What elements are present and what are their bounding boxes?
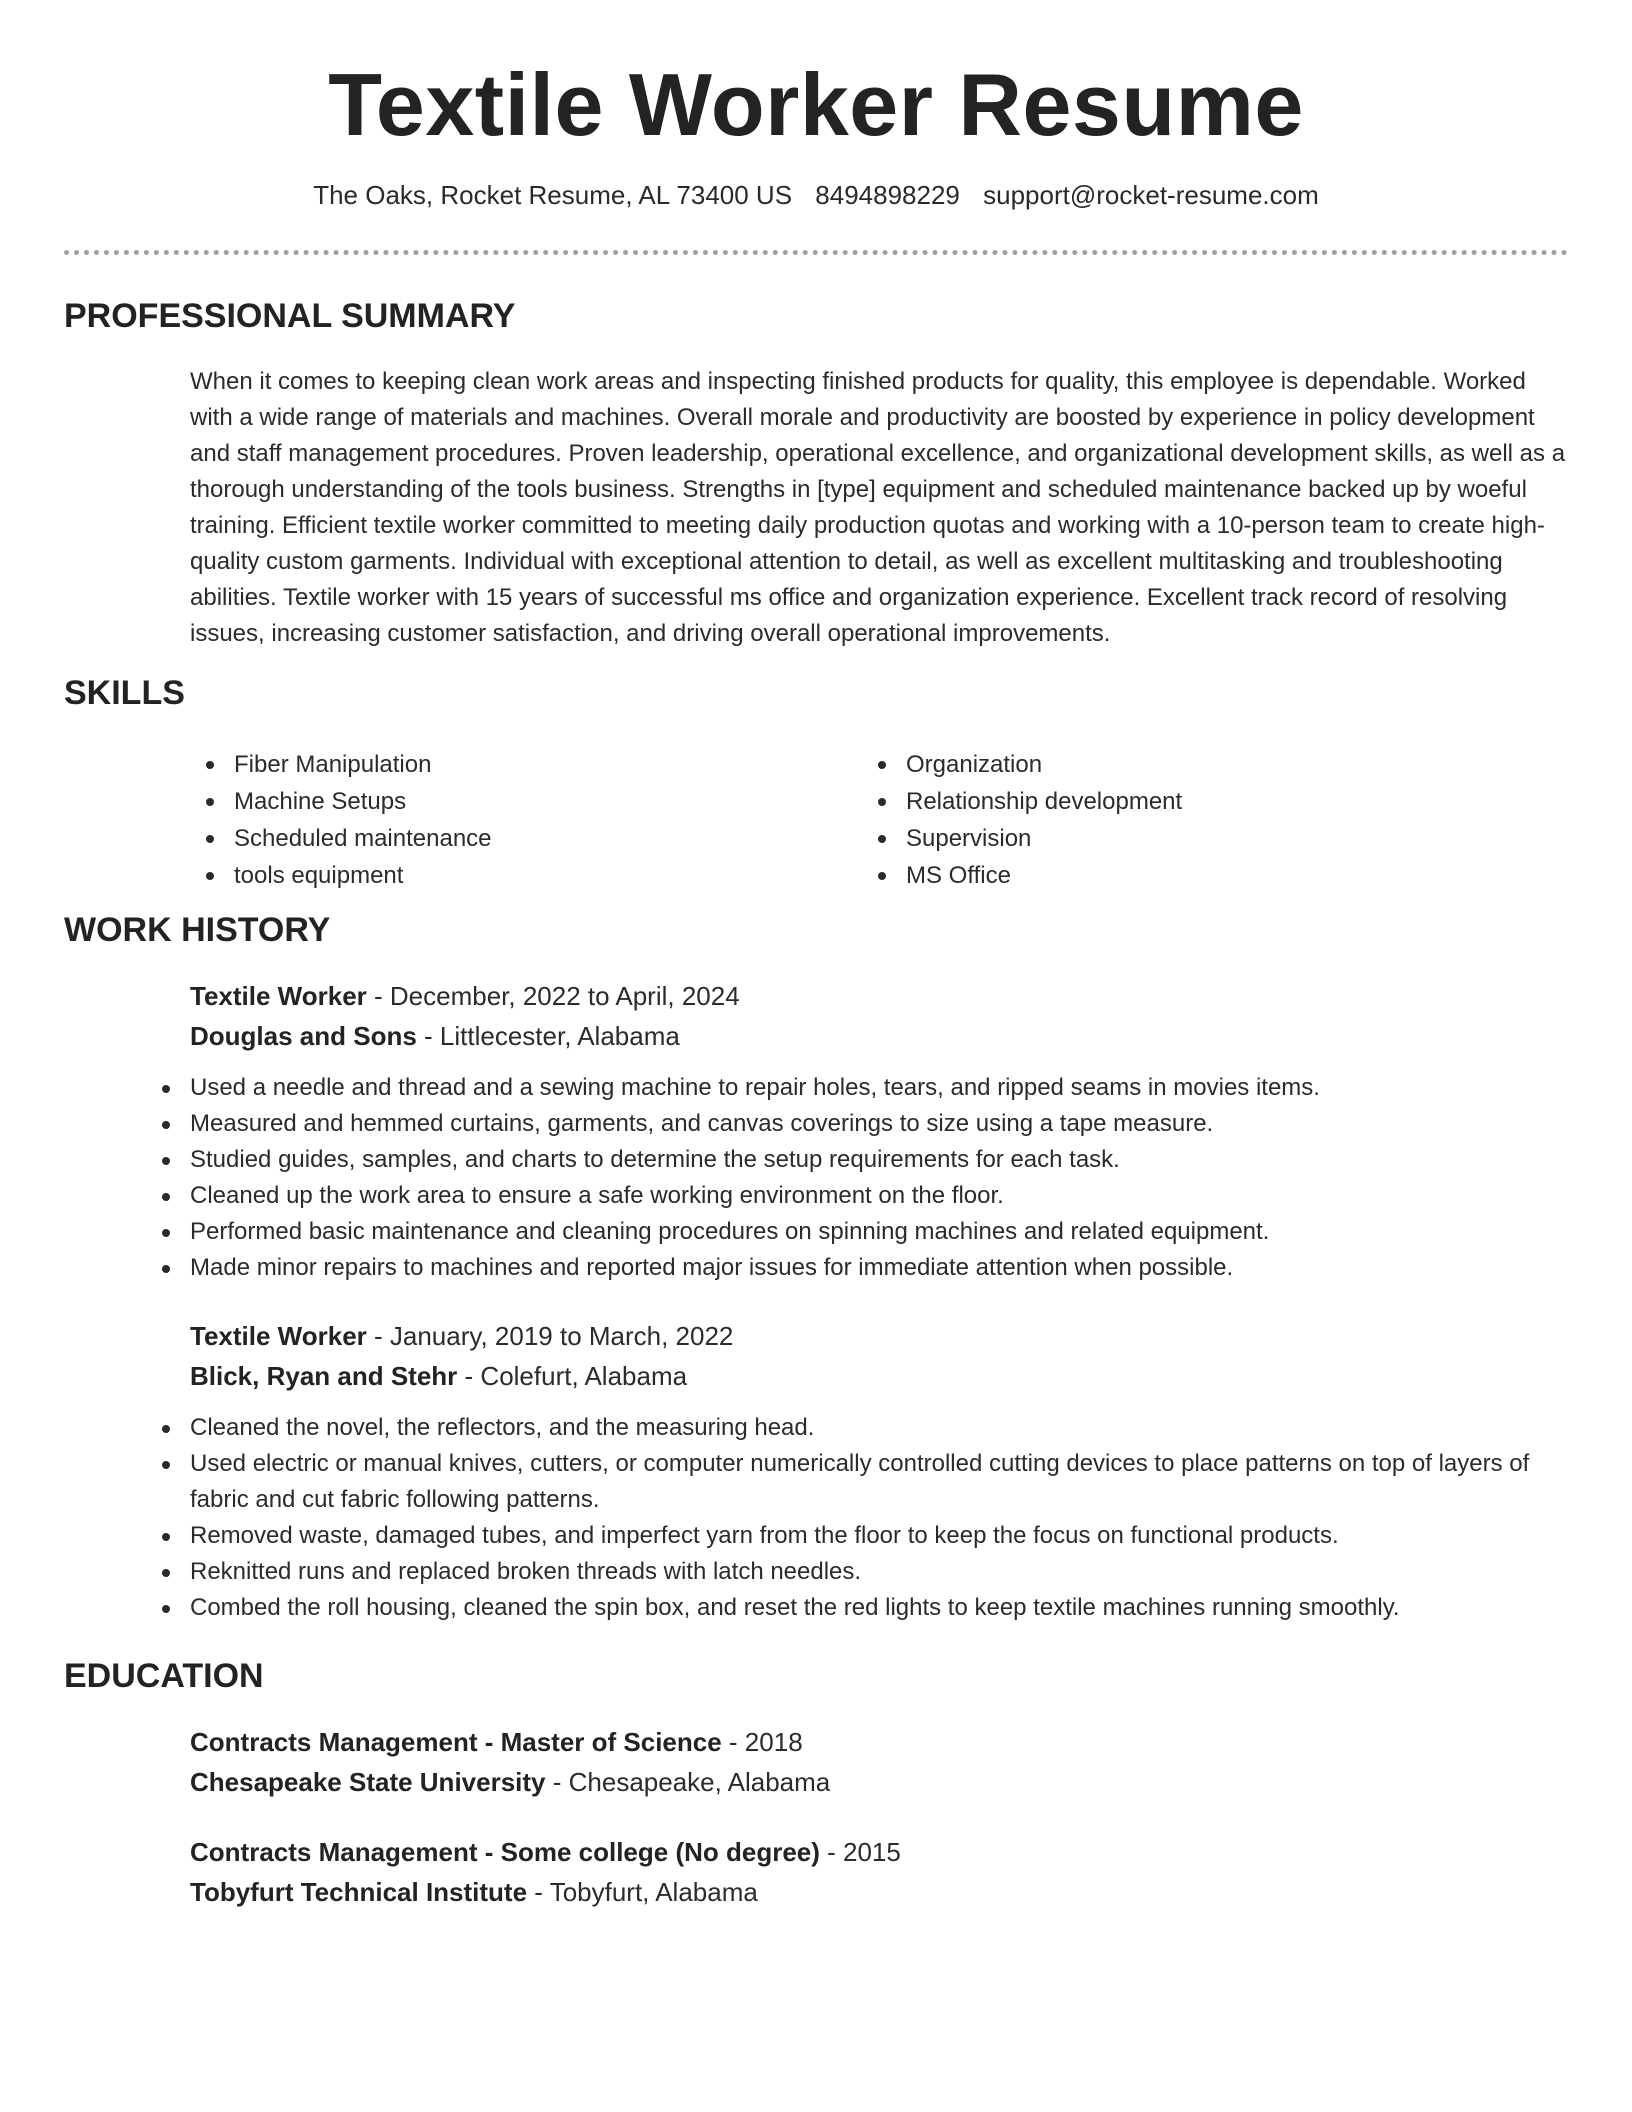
skill-item: Supervision: [862, 820, 1502, 857]
contact-phone: 8494898229: [815, 180, 960, 210]
contact-email: support@rocket-resume.com: [983, 180, 1319, 210]
education-year: - 2018: [721, 1727, 803, 1757]
skill-item: Relationship development: [862, 783, 1502, 820]
job-bullets: [146, 1410, 1570, 1626]
education-school-line: [190, 1762, 1570, 1802]
job-location: - Colefurt, Alabama: [457, 1361, 688, 1391]
job-bullet: Made minor repairs to machines and reported major issues for immediate attention when possible.: [146, 1250, 1570, 1286]
contact-line: [0, 180, 1632, 211]
skill-item: Fiber Manipulation: [190, 746, 830, 783]
job-company-line: [190, 1356, 1570, 1396]
summary-heading: PROFESSIONAL SUMMARY: [64, 297, 516, 335]
work-history-heading: WORK HISTORY: [64, 911, 331, 949]
job-bullet: Cleaned up the work area to ensure a safe working environment on the floor.: [146, 1178, 1570, 1214]
skill-item: Scheduled maintenance: [190, 820, 830, 857]
summary-text: When it comes to keeping clean work areas and inspecting finished products for quality, this employee is dependable. Worked with a wide range of materials and machines. Overall morale and productivity are boosted by experience in policy development and staff management procedures. Proven leadership, operational excellence, and organizational development skills, as well as a thorough understanding of the tools business. Strengths in [type] equipment and scheduled maintenance backed up by woeful training. Efficient textile worker committed to meeting daily production quotas and working with a 10-person team to create high-quality custom garments. Individual with exceptional attention to detail, as well as excellent multitasking and troubleshooting abilities. Textile worker with 15 years of successful ms office and organization experience. Excellent track record of resolving issues, increasing customer satisfaction, and driving overall operational improvements.: [190, 368, 1566, 647]
education-heading: EDUCATION: [64, 1657, 264, 1695]
job-bullet: Performed basic maintenance and cleaning procedures on spinning machines and related equipment.: [146, 1214, 1570, 1250]
job-bullet: Cleaned the novel, the reflectors, and the measuring head.: [146, 1410, 1570, 1446]
contact-address: The Oaks, Rocket Resume, AL 73400 US: [313, 180, 793, 210]
job-bullet: Removed waste, damaged tubes, and imperfect yarn from the floor to keep the focus on functional products.: [146, 1518, 1570, 1554]
education-entry: [190, 1722, 1570, 1802]
job-entry: [190, 976, 1570, 1286]
education-location: - Tobyfurt, Alabama: [527, 1877, 758, 1907]
skills-heading: SKILLS: [64, 674, 185, 712]
job-title-line: [190, 976, 1570, 1016]
skills-list-right: [862, 746, 1502, 894]
job-location: - Littlecester, Alabama: [416, 1021, 680, 1051]
job-dates: - January, 2019 to March, 2022: [366, 1321, 734, 1351]
education-degree: Contracts Management - Some college (No degree): [190, 1837, 820, 1867]
job-bullet: Used a needle and thread and a sewing machine to repair holes, tears, and ripped seams in movies items.: [146, 1070, 1570, 1106]
job-bullet: Used electric or manual knives, cutters, or computer numerically controlled cutting devices to place patterns on top of layers of fabric and cut fabric following patterns.: [146, 1446, 1570, 1518]
education-location: - Chesapeake, Alabama: [545, 1767, 831, 1797]
education-degree: Contracts Management - Master of Science: [190, 1727, 722, 1757]
job-company: Douglas and Sons: [190, 1021, 417, 1051]
job-company-line: [190, 1016, 1570, 1056]
education-entry: [190, 1832, 1570, 1912]
job-bullet: Studied guides, samples, and charts to determine the setup requirements for each task.: [146, 1142, 1570, 1178]
job-dates: - December, 2022 to April, 2024: [366, 981, 740, 1011]
education-school: Tobyfurt Technical Institute: [190, 1877, 528, 1907]
job-title-line: [190, 1316, 1570, 1356]
header-divider: [64, 250, 1568, 255]
job-bullet: Reknitted runs and replaced broken threads with latch needles.: [146, 1554, 1570, 1590]
job-role: Textile Worker: [190, 1321, 367, 1351]
education-year: - 2015: [819, 1837, 901, 1867]
education-school-line: [190, 1872, 1570, 1912]
resume-title: Textile Worker Resume: [328, 55, 1304, 154]
job-entry: [190, 1316, 1570, 1626]
skill-item: Organization: [862, 746, 1502, 783]
job-company: Blick, Ryan and Stehr: [190, 1361, 458, 1391]
education-degree-line: [190, 1722, 1570, 1762]
job-role: Textile Worker: [190, 981, 367, 1011]
skills-list-left: [190, 746, 830, 894]
education-school: Chesapeake State University: [190, 1767, 546, 1797]
skill-item: tools equipment: [190, 857, 830, 894]
skill-item: MS Office: [862, 857, 1502, 894]
job-bullets: [146, 1070, 1570, 1286]
education-degree-line: [190, 1832, 1570, 1872]
job-bullet: Measured and hemmed curtains, garments, and canvas coverings to size using a tape measure.: [146, 1106, 1570, 1142]
skill-item: Machine Setups: [190, 783, 830, 820]
job-bullet: Combed the roll housing, cleaned the spin box, and reset the red lights to keep textile machines running smoothly.: [146, 1590, 1570, 1626]
